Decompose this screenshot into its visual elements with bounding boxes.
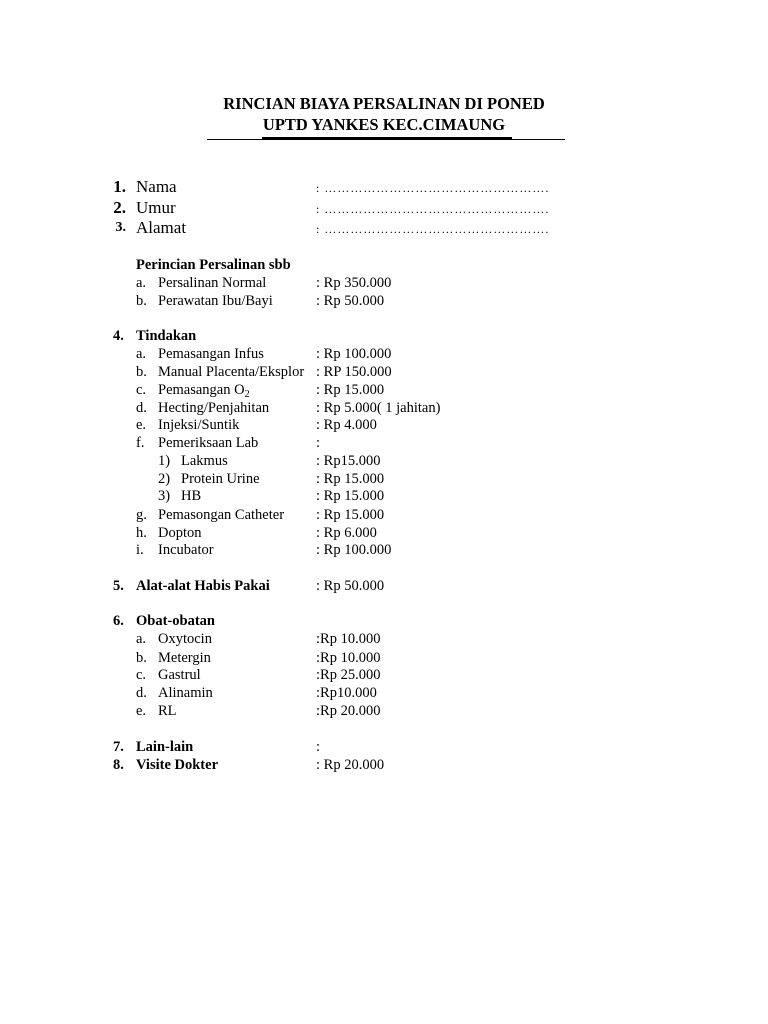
field-value: : ……………………………………………. (316, 181, 550, 195)
item-number: 3. (115, 220, 126, 235)
document-page: RINCIAN BIAYA PERSALINAN DI PONED UPTD YANKES KEC.CIMAUNG 1. Nama : ……………………………………………. 2. Umur : ……………………………………………. 3. Alamat : ……………………………………………. Perincian Persalinan sbb a. Persalinan Normal : Rp 350.000 b. Perawatan Ibu/Bayi : Rp 50.000 4. Tindakan a. Pemasangan Infus : Rp 100.000 b. Manual Placenta/Eksplor : RP 150.000 c. Pemasangan $O_2$ : Rp 15.000 d. Hecting/Penjahitan : Rp 5.000( 1 jahitan) e. Injeksi/Suntik : Rp 4.000 f. Pemeriksaan Lab : 1) Lakmus : Rp15.000 2) Protein Urine : Rp 15.000 3) HB : Rp 15.000 g. Pemasongan Catheter : Rp 15.000 h. Dopton : Rp 6.000 i. Incubator : Rp 100.000 5. Alat-alat Habis Pakai : Rp 50.000 6. Obat-obatan a. Oxytocin :Rp 10.000 b. Metergin :Rp 10.000 c. Gastrul :Rp 25.000 d. Alinamin :Rp10.000 e. RL :Rp 20.000 7. Lain-lain : 8. Visite Dokter : Rp 20.000 (0, 0, 768, 1024)
title-underline (207, 139, 565, 140)
document-subtitle: UPTD YANKES KEC.CIMAUNG (262, 115, 506, 134)
item-number: 1. (113, 177, 126, 196)
document-title: RINCIAN BIAYA PERSALINAN DI PONED (223, 94, 545, 113)
field-label: Nama (136, 177, 177, 196)
field-value: : ……………………………………………. (316, 202, 550, 216)
field-label: Alamat (136, 218, 187, 237)
field-label: Umur (136, 198, 176, 217)
field-value: : ……………………………………………. (316, 222, 550, 236)
item-number: 2. (113, 198, 126, 217)
title-underline-thick (262, 137, 512, 139)
